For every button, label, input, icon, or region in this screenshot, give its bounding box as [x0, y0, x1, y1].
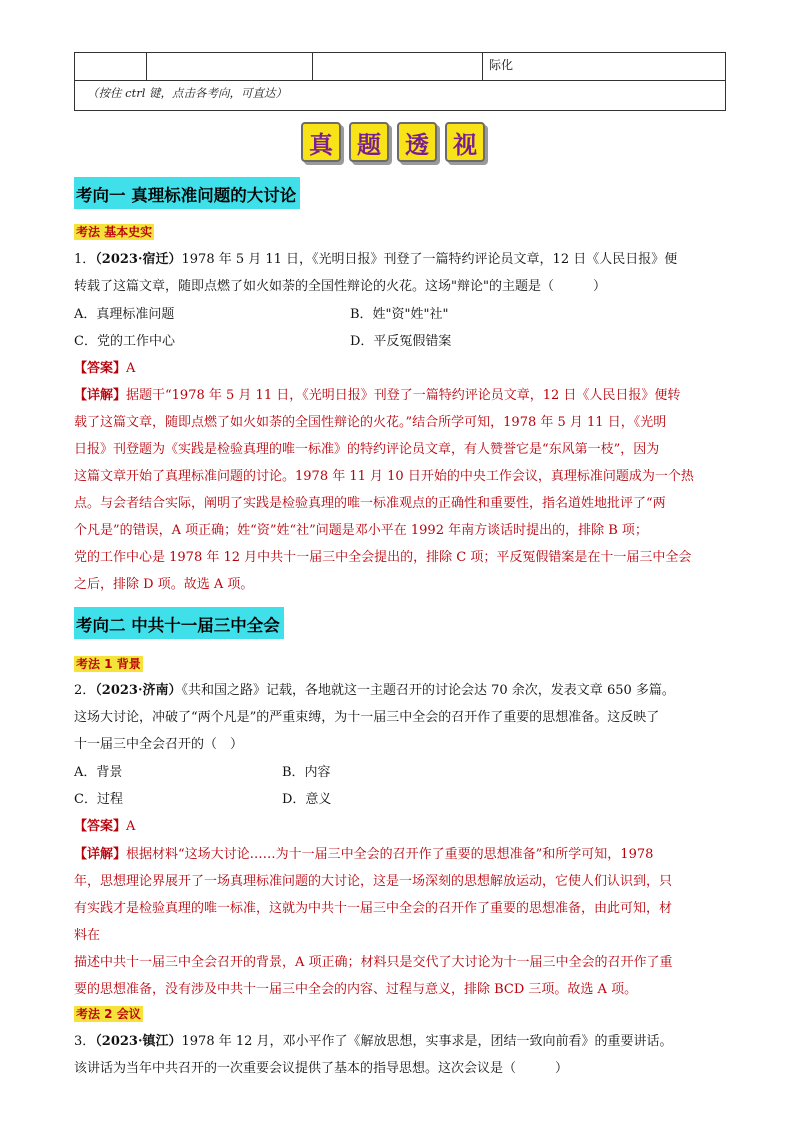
- banner-char: 题: [349, 122, 389, 162]
- detail-1-line: 日报》刊登题为《实践是检验真理的唯一标准》的特约评论员文章，有人赞誉它是“东风第一枝”，因为: [74, 442, 660, 457]
- detail-2-line: 有实践才是检验真理的唯一标准，这就为中共十一届三中全会的召开作了重要的思想准备，由此可知，材: [74, 901, 673, 916]
- banner-char: 视: [445, 122, 485, 162]
- answer-2: 【答案】A: [74, 819, 136, 834]
- option-a: A．背景: [74, 765, 123, 780]
- detail-1-line: 党的工作中心是 1978 年 12 月中共十一届三中全会提出的，排除 C 项；平反冤假错案是在十一届三中全会: [74, 550, 692, 565]
- detail-1-line: 之后，排除 D 项。故选 A 项。: [74, 577, 254, 592]
- table-cell: 际化: [483, 53, 726, 81]
- question-2-line2: 这场大讨论，冲破了“两个凡是”的严重束缚，为十一届三中全会的召开作了重要的思想准备。这反映了: [74, 710, 660, 725]
- table-cell: [313, 53, 483, 81]
- question-3-line1: 3．（2023·镇江）1978 年 12 月，邓小平作了《解放思想，实事求是，团结一致向前看》的重要讲话。: [74, 1034, 673, 1049]
- banner-char: 真: [301, 122, 341, 162]
- table-cell: [75, 53, 147, 81]
- detail-2-line: 料在: [74, 928, 101, 943]
- question-1-line1: 1．（2023·宿迁）1978 年 5 月 11 日，《光明日报》刊登了一篇特约评论员文章，12 日《人民日报》便: [74, 252, 678, 267]
- option-b: B．内容: [282, 765, 331, 780]
- option-b: B．姓"资"姓"社": [350, 307, 449, 322]
- kaofa-label: 考法 1 背景: [76, 657, 141, 671]
- question-1-line2: 转载了这篇文章，随即点燃了如火如荼的全国性辩论的火花。这场"辩论"的主题是（ ）: [74, 279, 606, 294]
- banner-char: 透: [397, 122, 437, 162]
- option-c: C．党的工作中心: [74, 334, 175, 349]
- detail-2-line: 年，思想理论界展开了一场真理标准问题的大讨论，这是一场深刻的思想解放运动，它使人们认识到，只: [74, 874, 673, 889]
- question-2-line3: 十一届三中全会召开的（ ）: [74, 737, 244, 752]
- kaofa-label: 考法 基本史实: [76, 225, 153, 239]
- detail-1-line: 点。与会者结合实际，阐明了实践是检验真理的唯一标准观点的正确性和重要性，指名道姓地批评了“两: [74, 496, 666, 511]
- option-c: C．过程: [74, 792, 123, 807]
- detail-2-line: 要的思想准备，没有涉及中共十一届三中全会的内容、过程与意义，排除 BCD 三项。故选 A 项。: [74, 982, 638, 997]
- kaofa-label: 考法 2 会议: [76, 1007, 141, 1021]
- top-table: [74, 52, 726, 111]
- option-d: D．意义: [282, 792, 332, 807]
- detail-1-line: 载了这篇文章，随即点燃了如火如荼的全国性辩论的火花。”结合所学可知，1978 年 5 月 11 日，《光明: [74, 415, 667, 430]
- detail-1-line: 这篇文章开始了真理标准问题的讨论。1978 年 11 月 10 日开始的中央工作会议，真理标准问题成为一个热: [74, 469, 694, 484]
- section-banner: [301, 122, 485, 162]
- section-heading-2[interactable]: 考向二 中共十一届三中全会: [74, 607, 284, 639]
- navigation-note: （按住 ctrl 键，点击各考向，可直达）: [75, 81, 726, 111]
- option-a: A．真理标准问题: [74, 307, 175, 322]
- detail-2-line: 描述中共十一届三中全会召开的背景，A 项正确；材料只是交代了大讨论为十一届三中全会的召开作了重: [74, 955, 673, 970]
- detail-2-line: 【详解】根据材料“这场大讨论……为十一届三中全会的召开作了重要的思想准备”和所学可知，1978: [74, 847, 654, 862]
- detail-1-line: 个凡是”的错误，A 项正确；姓“资”姓“社”问题是邓小平在 1992 年南方谈话时提出的，排除 B 项；: [74, 523, 648, 538]
- question-3-line2: 该讲话为当年中共召开的一次重要会议提供了基本的指导思想。这次会议是（ ）: [74, 1061, 569, 1076]
- question-2-line1: 2．（2023·济南）《共和国之路》记载，各地就这一主题召开的讨论会达 70 余次，发表文章 650 多篇。: [74, 683, 675, 698]
- option-d: D．平反冤假错案: [350, 334, 452, 349]
- table-cell: [147, 53, 313, 81]
- detail-1-line: 【详解】据题干“1978 年 5 月 11 日，《光明日报》刊登了一篇特约评论员文章，12 日《人民日报》便转: [74, 388, 681, 403]
- answer-1: 【答案】A: [74, 361, 136, 376]
- section-heading-1[interactable]: 考向一 真理标准问题的大讨论: [74, 177, 300, 209]
